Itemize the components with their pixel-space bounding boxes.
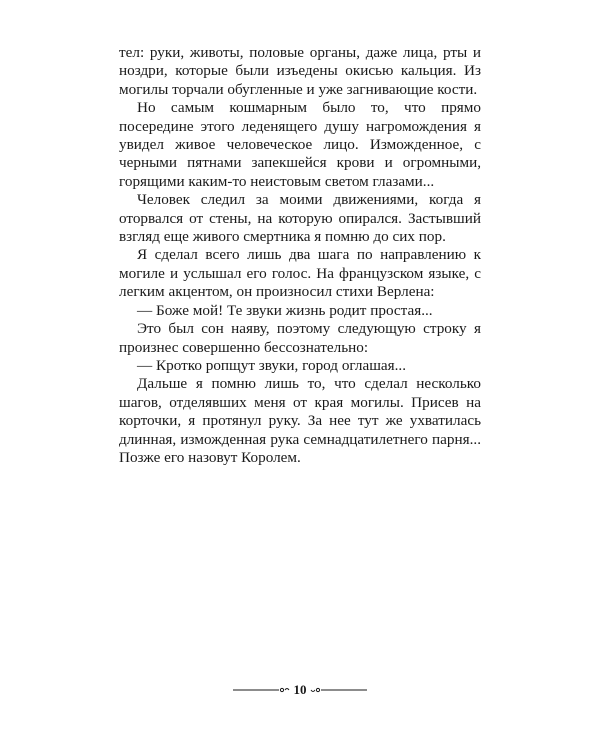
paragraph: Я сделал всего лишь два шага по направлению к могиле и услышал его голос. На французском языке, с легким акцентом, он произносил стихи Верлена:	[119, 246, 481, 301]
page-footer	[0, 680, 600, 700]
paragraph: Но самым кошмарным было то, что прямо посередине этого леденящего душу нагромождения я увидел живое человеческое лицо. Изможденное, с черными пятнами запекшейся крови и огромными, горящими каким-то неистовым светом глазами...	[119, 99, 481, 190]
left-ornament-curl	[285, 689, 289, 691]
verse-line: — Боже мой! Те звуки жизнь родит простая...	[137, 301, 433, 319]
page-number: 10	[293, 682, 307, 697]
paragraph: Человек следил за моими движениями, когда я оторвался от стены, на которую опирался. Застывший взгляд еще живого смертника я помню до сих пор.	[119, 191, 481, 246]
page-body-text	[119, 44, 481, 467]
verse-line: — Кротко ропщут звуки, город оглашая...	[137, 356, 407, 374]
paragraph: тел: руки, животы, половые органы, даже лица, рты и ноздри, которые были изъедены окисью кальция. Из могилы торчали обугленные и уже загнивающие кости.	[119, 44, 481, 98]
left-ornament-dot	[280, 688, 283, 691]
right-ornament-curl	[311, 690, 315, 692]
paragraph: Дальше я помню лишь то, что сделал несколько шагов, отделявших меня от края могилы. Присев на корточки, я протянул руку. За нее тут же ухватилась длинная, изможденная рука семнадцатилетнего парня... Позже его назовут Королем.	[119, 375, 481, 466]
paragraph: Это был сон наяву, поэтому следующую строку я произнес совершенно бессознательно:	[119, 320, 481, 356]
right-ornament-dot	[316, 688, 319, 691]
page-number-ornament	[225, 680, 375, 700]
